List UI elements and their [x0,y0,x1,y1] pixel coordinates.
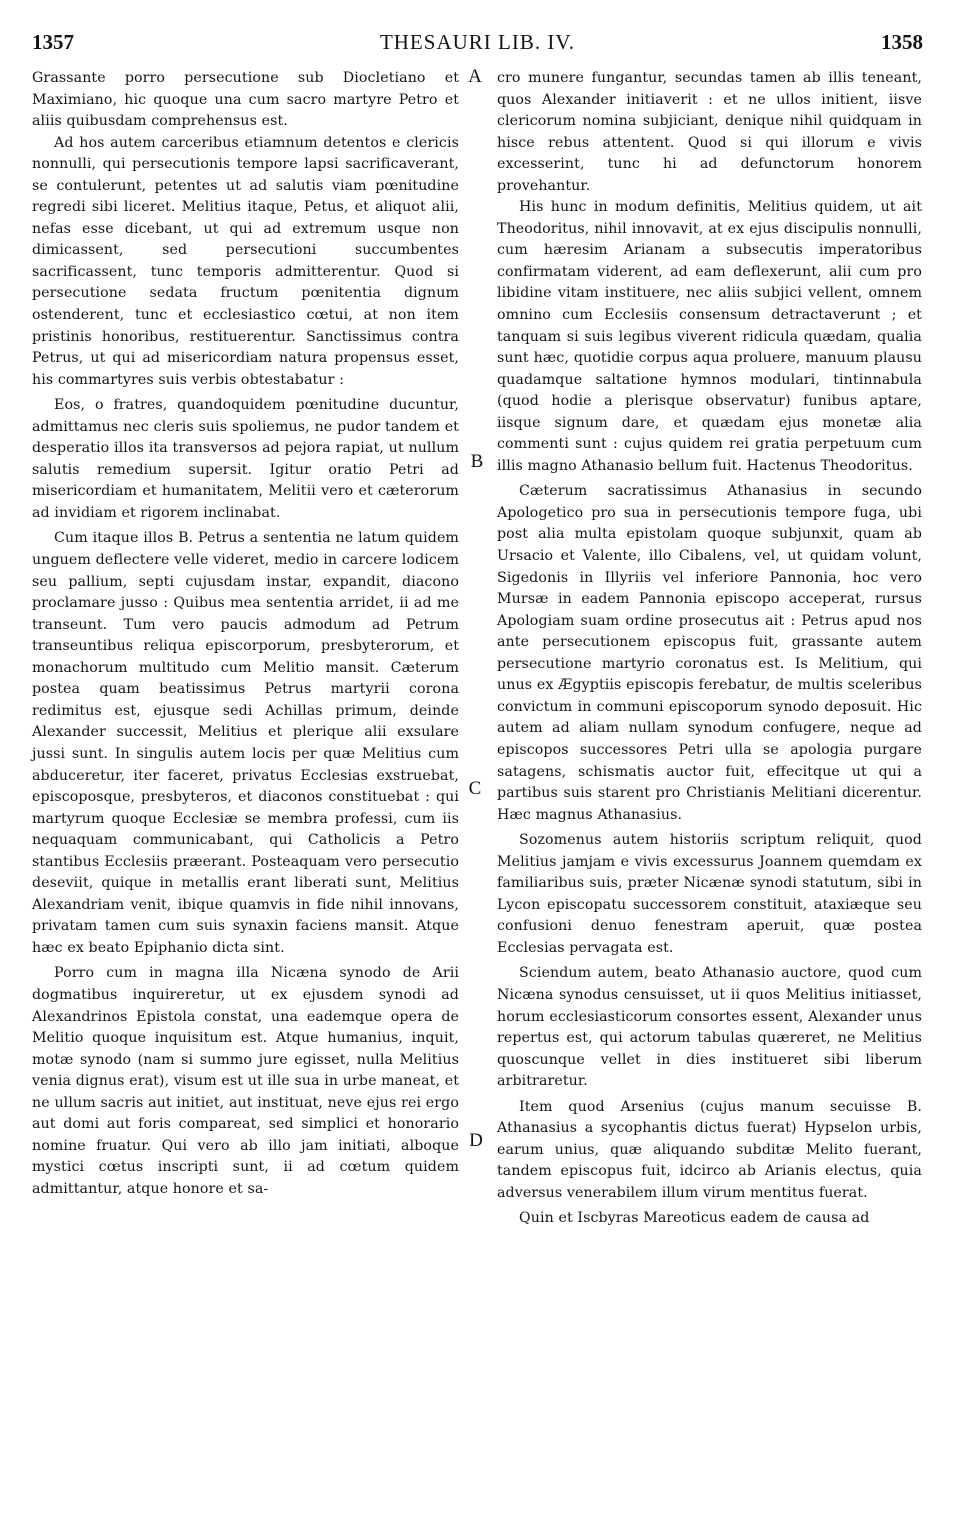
paragraph: Porro cum in magna illa Nicæna synodo de Arii dogmatibus inquireretur, ut ex ejusdem synodi ad Alexandrinos Epistola constat, una eademque opera de Melitio quoque inquisitum est. Atque humanius, inquit, motæ synodo (nam si summo jure egisset, nulla Melitius venia dignus erat), visum est ut ille sua in urbe maneat, et ne ullum sacris aut initiet, aut instituat, neve ejus rei ergo aut domi aut foris compareat, sed simplici et honorario nomine fruatur. Qui vero ab illo jam initiati, alboque mystici cœtus inscripti sunt, ii ad cœtum quidem admittantur, atque honore et sa- [32,965,459,1197]
margin-marker-c: C [468,778,482,799]
paragraph: Quin et Iscbyras Mareoticus eadem de causa ad [519,1210,870,1227]
left-column [32,68,459,1200]
paragraph: Grassante porro persecutione sub Diocletiano et Maximiano, hic quoque una cum sacro martyre Petro et aliis quibusdam comprehensus est. [32,70,459,130]
margin-marker-a: A [468,66,482,87]
page-number-right: 1358 [881,30,923,54]
margin-marker-b: B [470,451,484,472]
paragraph: Cæterum sacratissimus Athanasius in secundo Apologetico pro sua in persecutionis tempore fuga, ubi post alia multa epistolam quoque subjunxit, quam ab Ursacio et Valente, illo Cibalens, vel, ut quidam volunt, Sigedonis in Illyriis vel inferiore Pannonia, hoc vero Mursæ in eadem Pannonia episcopo acceperat, rursus Apologiam suam ordine prosecutus ait : Petrus apud nos ante persecutionem episcopus fuit, grassante autem persecutione martyrio coronatus est. Is Melitium, qui unus ex Ægyptiis episcopis ferebatur, de multis sceleribus convictum in communi episcoporum synodo deposuit. Hic autem ad aliam nullam synodum confugere, neque ad episcopos successores Petri ulla se apologia purgare satagens, schismatis auctor fuit, effecitque ut qui a partibus suis starent pro Christianis Melitiani dicerentur. Hæc magnus Athanasius. [497,483,922,823]
paragraph: Ad hos autem carceribus etiamnum detentos e clericis nonnulli, qui persecutionis tempore lapsi sacrificaverant, se contulerunt, petentes ut ad salutis viam pœnitudine regredi sibi liceret. Melitius itaque, Petus, et aliquot alii, nefas esse dicebant, ut qui ad extremum usque non dimicassent, sed persecutioni succumbentes sacrificassent, tunc temporis admitterentur. Quod si persecutione sedata fructum pœnitentia dignum ostenderent, tunc et ecclesiastico cœtui, at non item pristinis honoribus, restituerentur. Sanctissimus contra Petrus, ut qui ad misericordiam natura propensus esset, his commartyres suis verbis obtestabatur : [32,134,459,388]
running-header [32,30,923,60]
right-column [497,68,922,1230]
paragraph: Eos, o fratres, quandoquidem pœnitudine ducuntur, admittamus nec cleris suis spoliemus, ne pudor tandem et desperatio illos ita transversos ad pejora rapiat, ut nullum salutis remedium supersit. Igitur oratio Petri ad misericordiam et humanitatem, Melitii vero et cæterorum ad invidiam et rigorem inclinabat. [32,397,459,521]
running-title: THESAURI LIB. IV. [379,30,576,54]
paragraph: Cum itaque illos B. Petrus a sententia ne latum quidem unguem deflectere velle videret, medio in carcere lodicem seu pallium, septi cujusdam instar, expandit, diacono proclamare jusso : Quibus mea sententia arridet, ii ad me transeunt. Tum vero paucis admodum ad Petrum transeuntibus reliqua episcorporum, presbyterorum, et monachorum multitudo cum Melitio mansit. Cæterum postea quam beatissimus Petrus martyrii corona redimitus est, ejusque sedi Achillas primum, deinde Alexander successit, Melitius et plerique alii exsulare jussi sunt. In singulis autem locis per quæ Melitius cum abduceretur, iter faceret, privatus Ecclesias exstruebat, episcoposque, presbyteros, et diaconos constituebat : qui martyrum quoque Ecclesiæ se membra professi, cum iis nequaquam communicabant, qui Catholicis a Petro stantibus Ecclesiis præerant. Posteaquam vero persecutio deseviit, quique in metallis erant liberati sunt, Melitius Alexandriam venit, ibique quamvis in fide nihil innovans, privatam tamen cum suis synaxin faciens mansit. Atque hæc ex beato Epiphanio dicta sint. [32,530,459,956]
paragraph: Sciendum autem, beato Athanasio auctore, quod cum Nicæna synodus censuisset, ut ii quos Melitius initiasset, horum ecclesiasticorum consortes essent, Alexander unus repertus est, qui actorum tabulas quæreret, ne Melitius quoscunque vellet in dies institueret sibi liberum arbitraretur. [497,965,922,1090]
paragraph: cro munere fungantur, secundas tamen ab illis teneant, quos Alexander initiaverit : et ne ullos initient, iisve clericorum nomina subjiciant, denique nihil quidquam in hisce rebus attentent. Quod si qui illorum e vivis excesserint, tunc hi ad defunctorum honorem provehantur. [497,70,922,194]
paragraph: Item quod Arsenius (cujus manum secuisse B. Athanasius a sycophantis dictus fuerat) Hypselon urbis, earum unius, quæ aliquando subditæ Melito fuerant, tandem episcopus fuit, idcirco ab Arianis electus, quia adversus venerabilem illum virum mentitus fuerat. [497,1098,922,1201]
paragraph: Sozomenus autem historiis scriptum reliquit, quod Melitius jamjam e vivis excessurus Joannem quemdam ex familiaribus suis, præter Nicænæ synodi statutum, sibi in Lycon episcopatu successorem constituit, ataxiæque seu confusioni denuo fenestram aperuit, quæ postea Ecclesias pervagata est. [497,832,922,956]
margin-marker-d: D [469,1130,483,1151]
page-number-left: 1357 [32,30,74,54]
paragraph: His hunc in modum definitis, Melitius quidem, ut ait Theodoritus, nihil innovavit, at ex ejus discipulis nonnulli, cum hæresim Arianam a subsecutis imperatoribus confirmatam viderent, ad eam deflexerunt, alii cum pro libidine vitam instituere, nec aliis subjici vellent, omnem omnino cum Ecclesiis consensum detractaverunt ; et tanquam si suis legibus viverent ridicula quædam, qualia sunt hæc, quotidie corpus aqua proluere, manuum plausu quadamque saltatione hymnos modulari, tintinnabula (quod hodie a plerisque observatur) funibus aptare, iisque signum dare, et quædam ejus monetæ alia commenti sunt : cujus quidem rei gratia perpetuum cum illis magno Athanasio bellum fuit. Hactenus Theodoritus. [497,199,922,474]
